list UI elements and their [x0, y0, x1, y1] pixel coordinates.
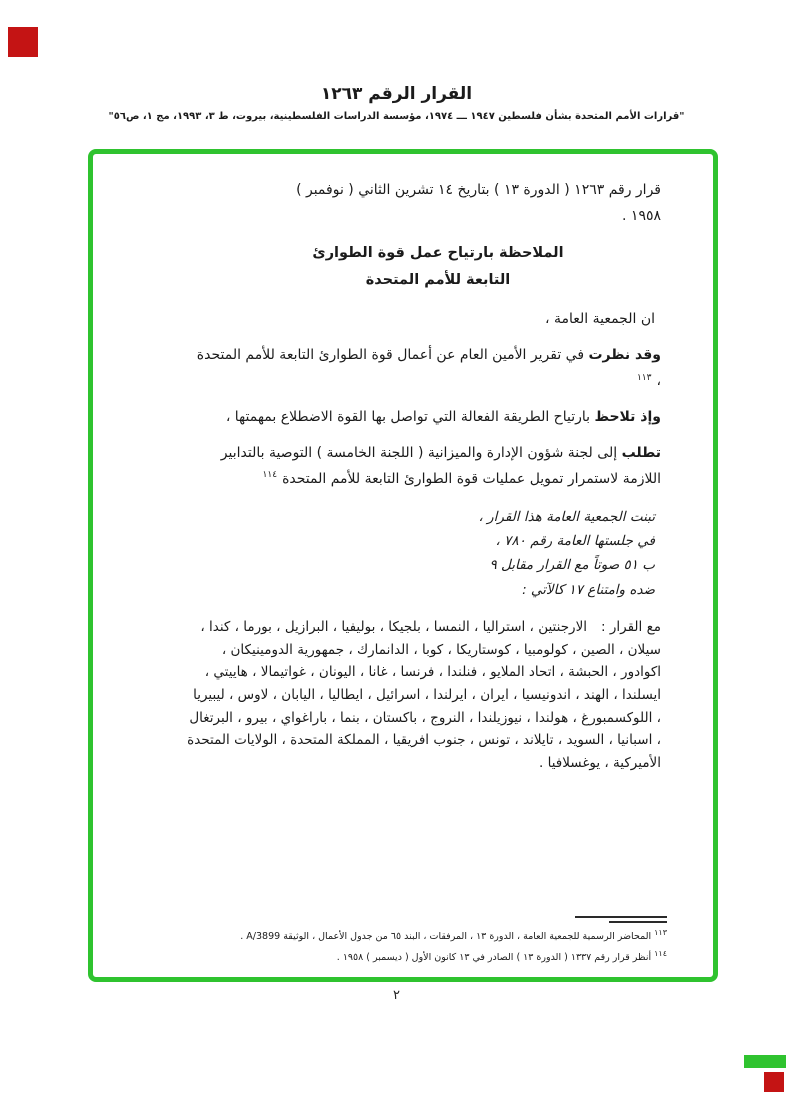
vote-countries: الارجنتين ، استراليا ، النمسا ، بلجيكا ، بوليفيا ، البرازيل ، بورما ، كندا ، سيلان ، الصين ، كولومبيا ، كوستاريكا ، كوبا ، الدانمارك ، جمهورية الدومينيكان ، اكوادور ، الحبشة ، اتحاد الملايو ، فنلندا ، فرنسا ، غانا ، اليونان ، غواتيمالا ، هاييتي ، ايسلندا ، الهند ، اندونيسيا ، ايران ، ايرلندا ، اسرائيل ، ايطاليا ، اليابان ، لاوس ، ليبيريا ، اللوكسمبورغ ، هولندا ، نيوزيلندا ، النروج ، باكستان ، بنما ، باراغواي ، بيرو ، البرتغال ، اسبانيا ، السويد ، تايلاند ، تونس ، جنوب افريقيا ، المملكة المتحدة ، الولايات المتحدة الأميركية ، يوغسلافيا . — [187, 618, 661, 771]
vote-label: مع القرار : — [601, 618, 661, 635]
clause-text: بارتياح الطريقة الفعالة التي تواصل بها القوة الاضطلاع بمهمتها ، — [225, 409, 595, 426]
vote-list — [185, 616, 661, 775]
resolution-subject-line1: الملاحظة بارتياح عمل قوة الطوارئ — [312, 244, 564, 261]
footnote-number: ١١٣ — [654, 927, 667, 937]
resolution-heading-line2: ١٩٥٨ . — [622, 207, 661, 224]
adoption-line-4: ضده وامتناع ١٧ كالآتي : — [522, 581, 655, 598]
resolution-subject-line2: التابعة للأمم المتحدة — [365, 271, 511, 288]
footnotes — [119, 912, 667, 967]
footnote-114 — [119, 946, 667, 967]
clause-lead: وإذ تلاحظ — [594, 409, 661, 426]
document-title: القرار الرقم ١٢٦٣ — [320, 84, 473, 104]
footnote-rule — [609, 921, 667, 923]
footnote-text: المحاضر الرسمية للجمعية العامة ، الدورة ١٣ ، المرفقات ، البند ٦٥ من جدول الأعمال ، الوثيقة A/3899 . — [240, 930, 652, 942]
footnote-ref-114: ١١٤ — [262, 470, 278, 481]
clause-text: في تقرير الأمين العام عن أعمال قوة الطوارئ التابعة للأمم المتحدة ، — [196, 347, 661, 390]
document-header — [0, 84, 793, 122]
clause-lead: تطلب — [621, 444, 661, 461]
adoption-line-1: تبنت الجمعية العامة هذا القرار ، — [478, 508, 655, 525]
clause-noting — [185, 405, 661, 431]
page-number: ٢ — [393, 988, 400, 1003]
footnote-rule — [575, 916, 667, 918]
resolution-body — [93, 154, 713, 891]
red-marker-topleft — [8, 27, 38, 57]
preamble-line: ان الجمعية العامة ، — [545, 311, 655, 328]
adoption-note — [185, 505, 655, 602]
highlight-box — [88, 149, 718, 982]
corner-marker-green — [744, 1055, 786, 1068]
document-source-line: "قرارات الأمم المتحدة بشأن فلسطين ١٩٤٧ ـــ ١٩٧٤، مؤسسة الدراسات الفلسطينية، بيروت، ط ٣، ١٩٩٣، مج ١، ص٥٦" — [108, 111, 685, 122]
adoption-line-3: ب ٥١ صوتاً مع القرار مقابل ٩ — [489, 557, 655, 574]
clause-text: إلى لجنة شؤون الإدارة والميزانية ( اللجنة الخامسة ) التوصية بالتدابير اللازمة لاستمرار تمويل عمليات قوة الطوارئ التابعة للأمم المتحدة — [220, 444, 661, 487]
clause-lead: وقد نظرت — [588, 347, 661, 364]
footnote-ref-113: ١١٣ — [636, 372, 652, 383]
footnote-text: أنظر قرار رقم ١٣٣٧ ( الدورة ١٣ ) الصادر في ١٣ كانون الأول ( ديسمبر ) ١٩٥٨ . — [336, 952, 652, 963]
corner-marker-red — [764, 1072, 784, 1092]
clause-requests — [185, 441, 661, 493]
footnote-number: ١١٤ — [654, 948, 667, 958]
resolution-heading-line1: قرار رقم ١٢٦٣ ( الدورة ١٣ ) بتاريخ ١٤ تشرين الثاني ( نوفمبر ) — [296, 182, 661, 198]
adoption-line-2: في جلستها العامة رقم ٧٨٠ ، — [495, 533, 655, 550]
footnote-113 — [119, 925, 667, 946]
resolution-subject — [245, 240, 631, 294]
resolution-heading — [185, 178, 661, 230]
corner-marker — [744, 1055, 786, 1092]
footnote-separator — [119, 916, 667, 923]
clause-considered — [185, 343, 661, 395]
